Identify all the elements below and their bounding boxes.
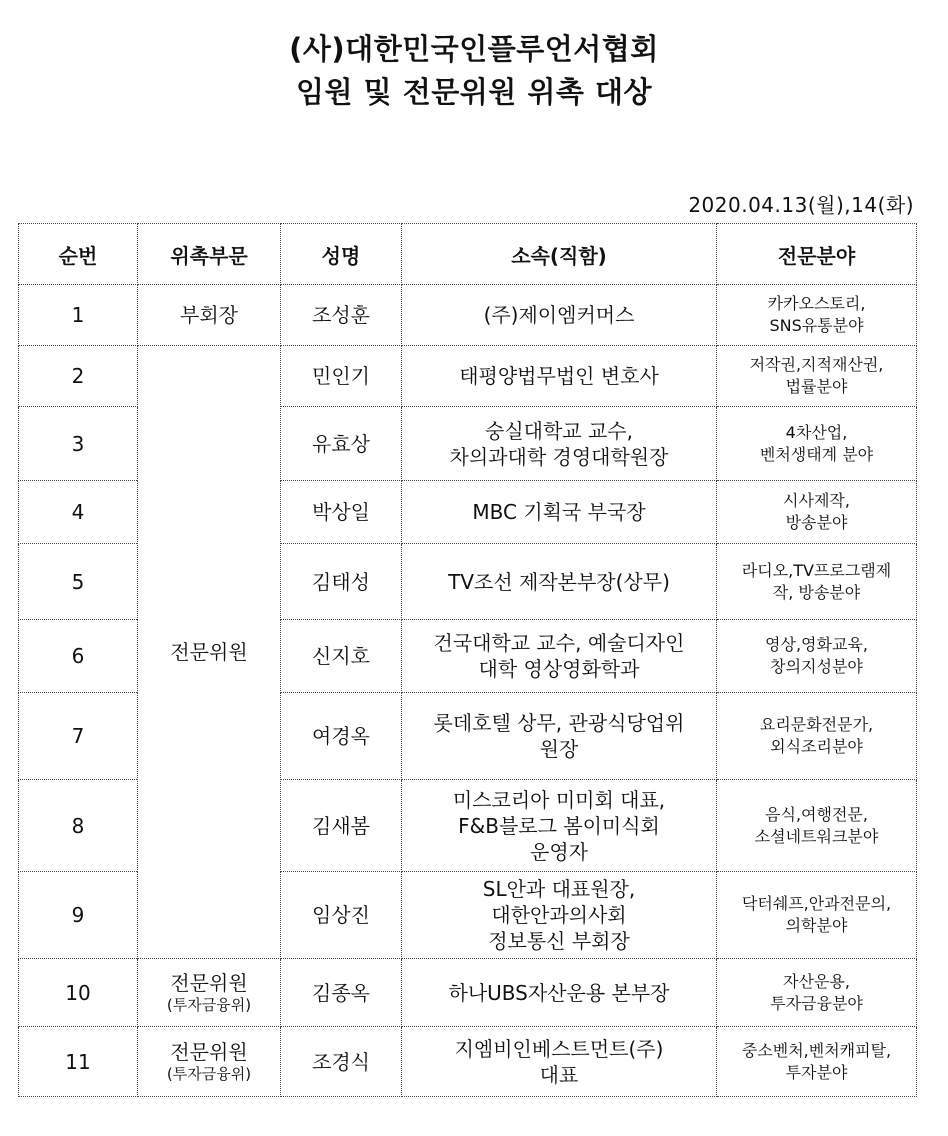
row-field: 영상,영화교육, 창의지성분야 — [717, 620, 917, 693]
row-field: 시사제작, 방송분야 — [717, 481, 917, 544]
header-no: 순번 — [19, 224, 138, 285]
header-field: 전문분야 — [717, 224, 917, 285]
row-no: 10 — [19, 959, 138, 1027]
row-affiliation: 하나UBS자산운용 본부장 — [402, 959, 717, 1027]
row-field: 저작권,지적재산권, 법률분야 — [717, 346, 917, 407]
document-date: 2020.04.13(월),14(화) — [688, 193, 914, 217]
row-no: 7 — [19, 693, 138, 780]
row-affiliation: 미스코리아 미미회 대표, F&B블로그 봄이미식회 운영자 — [402, 780, 717, 872]
row-no: 3 — [19, 407, 138, 481]
row-name: 임상진 — [281, 872, 402, 959]
header-affiliation: 소속(직함) — [402, 224, 717, 285]
table-row — [19, 959, 917, 1027]
row-no: 5 — [19, 544, 138, 620]
row-no: 6 — [19, 620, 138, 693]
row-name: 김태성 — [281, 544, 402, 620]
row-dept: 전문위원 (투자금융위) — [138, 959, 281, 1027]
table-row — [19, 285, 917, 346]
table-row — [19, 1027, 917, 1097]
row-name: 민인기 — [281, 346, 402, 407]
row-field: 중소벤처,벤처캐피탈, 투자분야 — [717, 1027, 917, 1097]
row-name: 신지호 — [281, 620, 402, 693]
row-dept: 전문위원 (투자금융위) — [138, 1027, 281, 1097]
row-no: 11 — [19, 1027, 138, 1097]
row-affiliation: 지엠비인베스트먼트(주) 대표 — [402, 1027, 717, 1097]
row-dept-merged: 전문위원 — [138, 346, 281, 959]
row-field: 요리문화전문가, 외식조리분야 — [717, 693, 917, 780]
row-affiliation: TV조선 제작본부장(상무) — [402, 544, 717, 620]
row-affiliation: 숭실대학교 교수, 차의과대학 경영대학원장 — [402, 407, 717, 481]
document-subtitle: 임원 및 전문위원 위촉 대상 — [295, 75, 653, 109]
row-affiliation: SL안과 대표원장, 대한안과의사회 정보통신 부회장 — [402, 872, 717, 959]
row-name: 여경옥 — [281, 693, 402, 780]
header-dept: 위촉부문 — [138, 224, 281, 285]
row-no: 8 — [19, 780, 138, 872]
row-name: 김새봄 — [281, 780, 402, 872]
header-name: 성명 — [281, 224, 402, 285]
row-field: 라디오,TV프로그램제 작, 방송분야 — [717, 544, 917, 620]
table-header-row — [19, 224, 917, 285]
row-field: 4차산업, 벤처생태계 분야 — [717, 407, 917, 481]
row-affiliation: MBC 기획국 부국장 — [402, 481, 717, 544]
row-name: 조성훈 — [281, 285, 402, 346]
row-field: 자산운용, 투자금융분야 — [717, 959, 917, 1027]
row-field: 음식,여행전문, 소셜네트워크분야 — [717, 780, 917, 872]
appointment-table — [18, 223, 917, 1097]
row-affiliation: 건국대학교 교수, 예술디자인 대학 영상영화학과 — [402, 620, 717, 693]
row-affiliation: (주)제이엠커머스 — [402, 285, 717, 346]
row-affiliation: 롯데호텔 상무, 관광식당업위 원장 — [402, 693, 717, 780]
table-row — [19, 346, 917, 407]
row-name: 김종옥 — [281, 959, 402, 1027]
document-title: (사)대한민국인플루언서협회 — [289, 32, 659, 66]
row-no: 4 — [19, 481, 138, 544]
row-name: 박상일 — [281, 481, 402, 544]
row-no: 2 — [19, 346, 138, 407]
row-no: 9 — [19, 872, 138, 959]
row-name: 유효상 — [281, 407, 402, 481]
row-dept: 부회장 — [138, 285, 281, 346]
row-no: 1 — [19, 285, 138, 346]
row-field: 닥터쉐프,안과전문의, 의학분야 — [717, 872, 917, 959]
row-affiliation: 태평양법무법인 변호사 — [402, 346, 717, 407]
row-name: 조경식 — [281, 1027, 402, 1097]
row-field: 카카오스토리, SNS유통분야 — [717, 285, 917, 346]
